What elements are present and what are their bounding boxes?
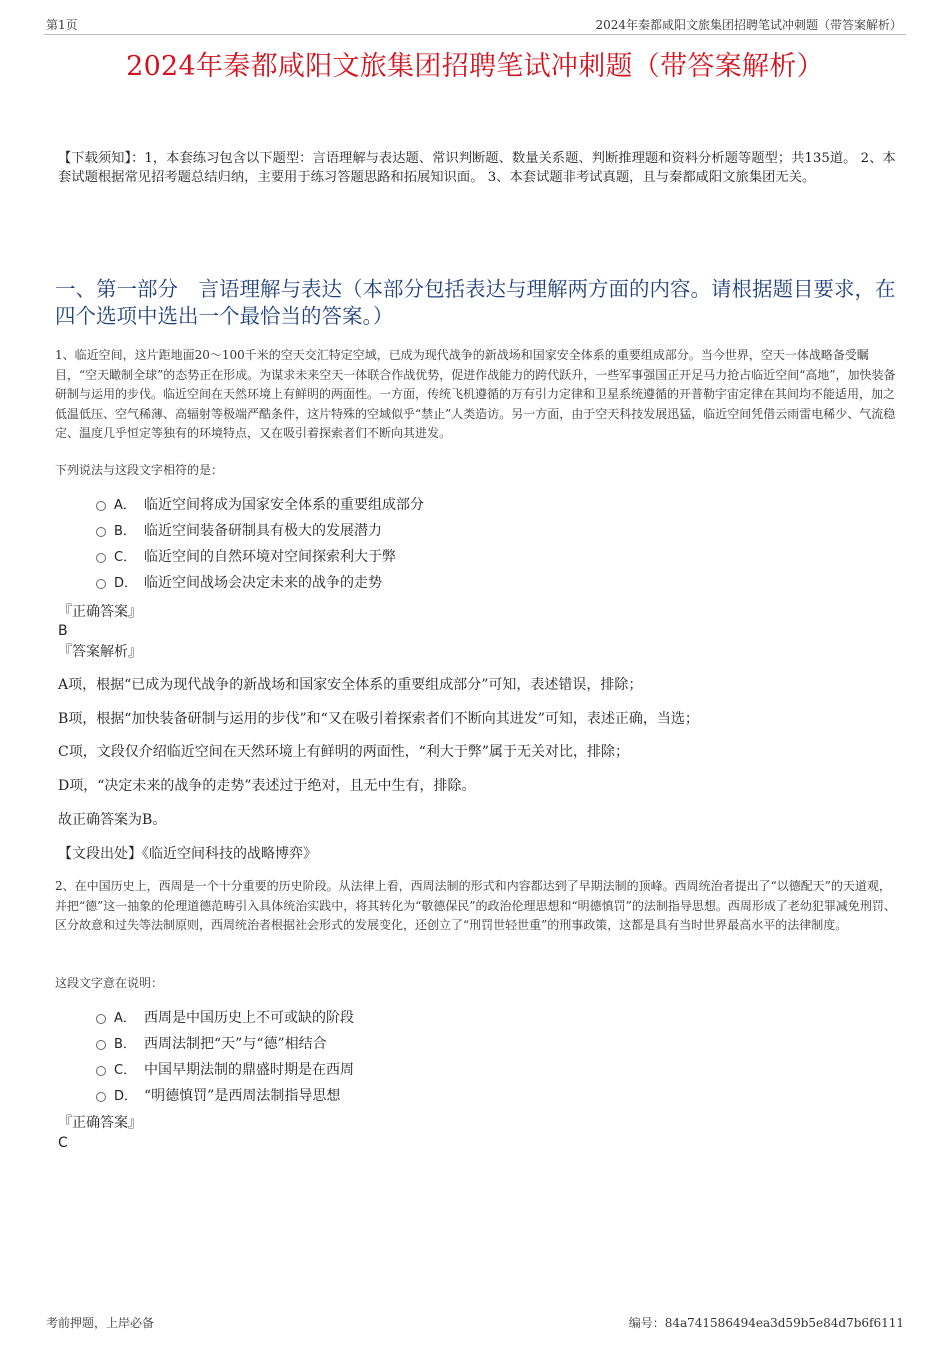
- analysis-conclusion: 故正确答案为B。: [58, 812, 167, 828]
- text-source: 【文段出处】《临近空间科技的战略博弈》: [58, 846, 317, 862]
- option-letter: B．: [114, 524, 136, 539]
- option-text: 西周是中国历史上不可或缺的阶段: [144, 1010, 354, 1026]
- question-1-text: 1、临近空间，这片距地面20～100千米的空天交汇特定空域，已成为现代战争的新战场和国家安全体系的重要组成部分。当今世界，空天一体战略备受瞩目，“空天瞰制全球”的态势正在形成。为谋求未来空天一体联合作战优势，促进作战能力的跨代跃升，一些军事强国正开足马力抢占临近空间“高地”，加快装备研制与运用的步伐。临近空间在天然环境上有鲜明的两面性。一方面，传统飞机遵循的万有引力定律和卫星系统遵循的开普勒宇宙定律在其间均不能适用，加之低温低压、空气稀薄、高辐射等极端严酷条件，这片特殊的空域似乎“禁止”人类造访。另一方面，由于空天科技发展迅猛，临近空间凭借云雨雷电稀少、气流稳定、温度几乎恒定等独有的环境特点，又在吸引着探索者们不断向其进发。: [55, 348, 896, 440]
- option-text: 西周法制把“天”与“德”相结合: [144, 1036, 327, 1052]
- correct-answer-value: B: [58, 623, 68, 639]
- question-1-option-b[interactable]: [96, 521, 382, 541]
- option-text: “明德慎罚”是西周法制指导思想: [144, 1088, 341, 1104]
- download-notice: 【下载须知】：1，本套练习包含以下题型：言语理解与表达题、常识判断题、数量关系题、判断推理题和资料分析题等题型；共135道。 2、本套试题根据常见招考题总结归纳，主要用于练习答题思路和拓展知识面。 3、本套试题非考试真题，且与秦都咸阳文旅集团无关。: [58, 151, 896, 185]
- question-1-option-d[interactable]: [96, 573, 382, 593]
- option-letter: D．: [114, 1089, 138, 1104]
- analysis-line: A项，根据“已成为现代战争的新战场和国家安全体系的重要组成部分”可知，表述错误，排除；: [58, 677, 643, 693]
- radio-icon[interactable]: [96, 1092, 106, 1102]
- page-number: 第1页: [46, 18, 78, 32]
- question-2-option-d[interactable]: [96, 1086, 340, 1106]
- option-text: 临近空间将成为国家安全体系的重要组成部分: [144, 497, 424, 513]
- radio-icon[interactable]: [96, 1040, 106, 1050]
- analysis-line: D项，“决定未来的战争的走势”表述过于绝对，且无中生有，排除。: [58, 778, 476, 794]
- question-1-option-a[interactable]: [96, 495, 424, 515]
- option-letter: B．: [114, 1037, 136, 1052]
- document-title: 2024年秦都咸阳文旅集团招聘笔试冲刺题（带答案解析）: [126, 51, 824, 82]
- answer-analysis-label: 『答案解析』: [58, 644, 142, 660]
- question-2-option-c[interactable]: [96, 1060, 354, 1080]
- question-2-option-a[interactable]: [96, 1008, 354, 1028]
- correct-answer-label: 『正确答案』: [58, 1115, 142, 1131]
- option-text: 中国早期法制的鼎盛时期是在西周: [144, 1062, 354, 1078]
- analysis-line: B项，根据“加快装备研制与运用的步伐”和“又在吸引着探索者们不断向其进发”可知，表述正确，当选；: [58, 711, 699, 727]
- question-1-option-c[interactable]: [96, 547, 396, 567]
- option-text: 临近空间装备研制具有极大的发展潜力: [144, 523, 382, 539]
- question-1-prompt: 下列说法与这段文字相符的是：: [55, 463, 224, 477]
- radio-icon[interactable]: [96, 1066, 106, 1076]
- radio-icon[interactable]: [96, 501, 106, 511]
- section-heading: 一、第一部分 言语理解与表达（本部分包括表达与理解两方面的内容。请根据题目要求，在四个选项中选出一个最恰当的答案。）: [55, 277, 896, 328]
- running-title: 2024年秦都咸阳文旅集团招聘笔试冲刺题（带答案解析）: [595, 18, 902, 32]
- question-2-prompt: 这段文字意在说明：: [55, 976, 164, 990]
- question-2-text: 2、在中国历史上，西周是一个十分重要的历史阶段。从法律上看，西周法制的形式和内容都达到了早期法制的顶峰。西周统治者提出了“以德配天”的天道观，并把“德”这一抽象的伦理道德范畴引入具体统治实践中，将其转化为“敬德保民”的政治伦理思想和“明德慎罚”的法制指导思想。西周形成了老幼犯罪减免刑罚、区分故意和过失等法制原则，西周统治者根据社会形式的发展变化，还创立了“刑罚世轻世重”的刑事政策，这都是具有当时世界最高水平的法律制度。: [55, 879, 896, 932]
- analysis-line: C项，文段仅介绍临近空间在天然环境上有鲜明的两面性，“利大于弊”属于无关对比，排除；: [58, 744, 630, 760]
- footer-slogan: 考前押题，上岸必备: [46, 1316, 155, 1330]
- option-text: 临近空间的自然环境对空间探索利大于弊: [144, 549, 396, 565]
- option-letter: D．: [114, 576, 138, 591]
- radio-icon[interactable]: [96, 579, 106, 589]
- radio-icon[interactable]: [96, 553, 106, 563]
- option-letter: C．: [114, 1063, 137, 1078]
- radio-icon[interactable]: [96, 1014, 106, 1024]
- radio-icon[interactable]: [96, 527, 106, 537]
- footer-serial-number: 编号：84a741586494ea3d59b5e84d7b6f6111: [628, 1316, 904, 1330]
- correct-answer-label: 『正确答案』: [58, 604, 142, 620]
- correct-answer-value: C: [58, 1135, 68, 1151]
- option-text: 临近空间战场会决定未来的战争的走势: [144, 575, 382, 591]
- question-2-option-b[interactable]: [96, 1034, 327, 1054]
- option-letter: C．: [114, 550, 137, 565]
- option-letter: A．: [114, 498, 136, 513]
- option-letter: A．: [114, 1011, 136, 1026]
- page-header: [44, 14, 906, 35]
